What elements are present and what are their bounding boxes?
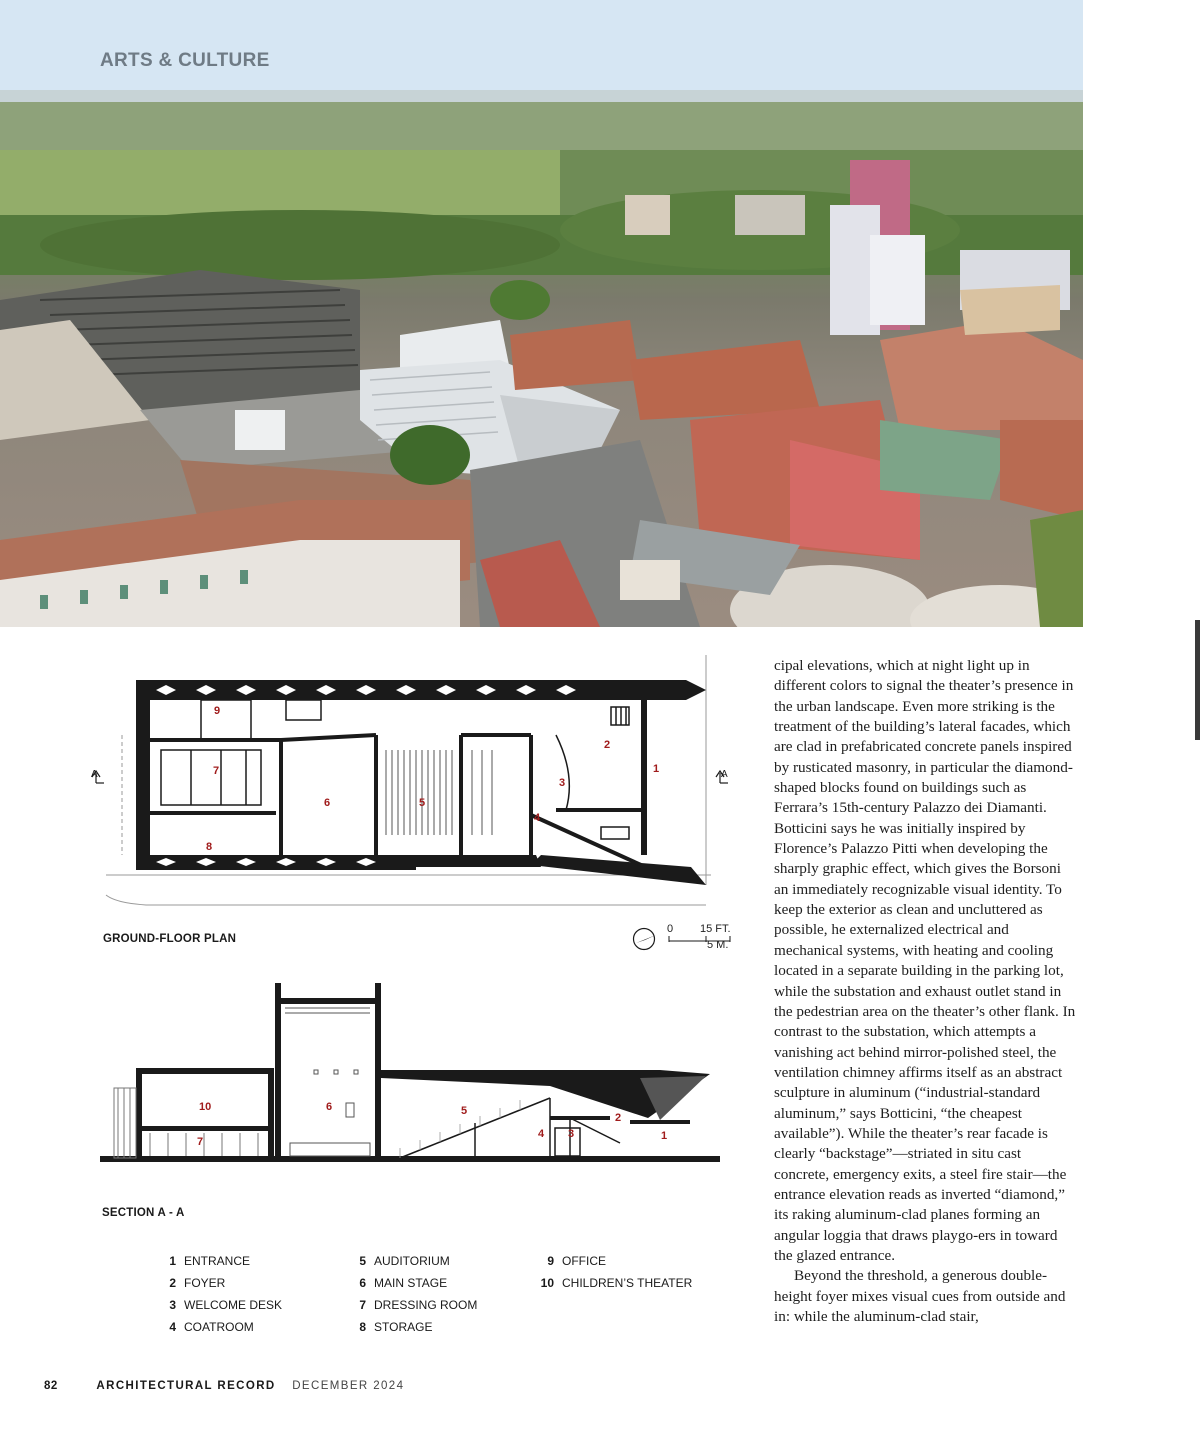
section-label: ARTS & CULTURE xyxy=(100,50,270,71)
legend-item: 4 COATROOM xyxy=(169,1320,254,1334)
legend-item: 6 MAIN STAGE xyxy=(359,1276,448,1290)
page-footer xyxy=(44,1380,404,1392)
legend-item: 2 FOYER xyxy=(169,1276,226,1290)
section-a-a-drawing xyxy=(100,978,720,1178)
ground-floor-plan xyxy=(86,655,736,915)
article-body xyxy=(774,656,1076,1327)
plan-label-7: 7 xyxy=(213,765,220,777)
legend-item: 3 WELCOME DESK xyxy=(169,1298,283,1312)
page-number: 82 xyxy=(44,1380,58,1392)
scale-feet: 15 FT. xyxy=(700,923,731,935)
scale-zero: 0 xyxy=(667,923,674,935)
aerial-city-illustration xyxy=(0,0,1083,627)
aerial-photo xyxy=(0,0,1083,627)
plan-label-8: 8 xyxy=(206,841,213,853)
page-edge-shadow xyxy=(1195,620,1200,740)
scale-meters: 5 M. xyxy=(707,939,729,951)
section-caption: SECTION A - A xyxy=(102,1207,185,1219)
paragraph: Beyond the threshold, a generous double-height foyer mixes visual cues from outside and in: while the aluminum-clad stair, xyxy=(774,1267,1066,1325)
plan-label-4: 4 xyxy=(534,812,541,824)
section-label-5: 5 xyxy=(461,1105,468,1117)
legend-item: 9 OFFICE xyxy=(547,1254,606,1268)
section-label-6: 6 xyxy=(326,1101,333,1113)
plan-label-3: 3 xyxy=(559,777,566,789)
section-marker-right: A xyxy=(721,769,728,780)
paragraph: cipal elevations, which at night light up in different colors to signal the theater’s presence in the urban landscape. Even more striking is the treatment of the building’s lateral facades, which are clad in prefabricated concrete panels inspired by rusticated masonry, in particular the diamond-shaped blocks found on buildings such as Ferrara’s 15th-century Palazzo dei Diamanti. Botticini says he was initially inspired by Florence’s Palazzo Pitti when developing the sharply graphic effect, which gives the Borsoni an immediately recognizable visual identity. To keep the exterior as clean and uncluttered as possible, he externalized electrical and mechanical systems, with heating and cooling located in a separate building in the parking lot, while the substation and exhaust outlet stand in the pedestrian area on the theater’s other flank. In contrast to the substation, which attempts a vanishing act behind mirror-polished steel, the ventilation chimney affirms itself as an abstract sculpture in aluminum (“industrial-standard aluminum,” says Botticini, “the cheapest available”). While the theater’s rear facade is clearly “backstage”—striated in situ cast concrete, emergency exits, a steel fire stair—the entrance elevation reads as inverted “diamond,” its raking aluminum-clad planes forming an angular loggia that draws playgo-ers in toward the glazed entrance. xyxy=(774,657,1076,1264)
section-label-7: 7 xyxy=(197,1136,204,1148)
legend-item: 8 STORAGE xyxy=(359,1320,433,1334)
section-label-10: 10 xyxy=(199,1101,212,1113)
issue-date: DECEMBER 2024 xyxy=(292,1380,405,1392)
magazine-name: ARCHITECTURAL RECORD xyxy=(96,1380,276,1392)
plan-label-9: 9 xyxy=(214,705,221,717)
plan-label-1: 1 xyxy=(653,763,660,775)
plan-label-2: 2 xyxy=(604,739,611,751)
section-label-3: 3 xyxy=(568,1128,575,1140)
section-label-2: 2 xyxy=(615,1112,622,1124)
section-label-1: 1 xyxy=(661,1130,668,1142)
legend-item: 7 DRESSING ROOM xyxy=(359,1298,478,1312)
legend-item: 10 CHILDREN’S THEATER xyxy=(540,1276,693,1290)
plan-label-6: 6 xyxy=(324,797,331,809)
ground-floor-plan-drawing xyxy=(86,655,736,915)
section-label-4: 4 xyxy=(538,1128,545,1140)
page-margin xyxy=(1083,0,1200,627)
section-drawing xyxy=(100,978,720,1178)
north-arrow-icon xyxy=(632,927,660,951)
plan-label-5: 5 xyxy=(419,797,426,809)
plan-caption: GROUND-FLOOR PLAN xyxy=(103,933,237,945)
section-marker-left: A xyxy=(91,769,98,780)
legend-item: 5 AUDITORIUM xyxy=(359,1254,450,1268)
legend-item: 1 ENTRANCE xyxy=(169,1254,251,1268)
